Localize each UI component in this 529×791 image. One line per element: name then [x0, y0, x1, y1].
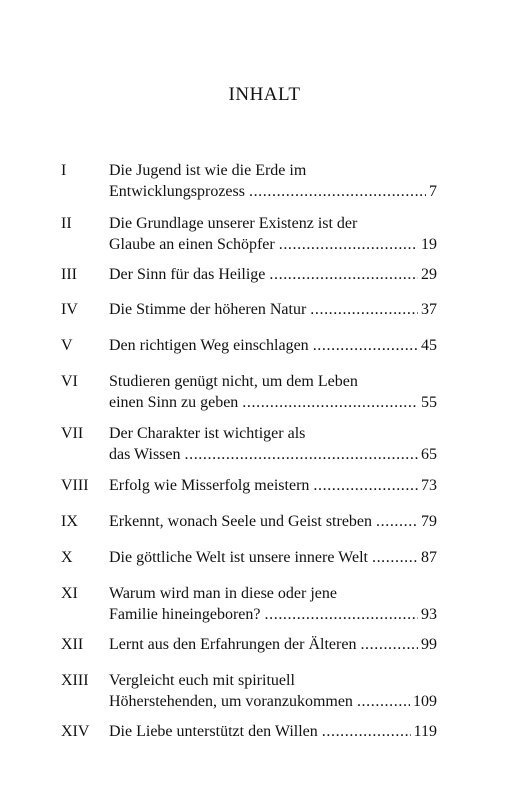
toc-chapter-text [109, 583, 437, 625]
dot-leader [376, 511, 418, 532]
toc-title-text: Lernt aus den Erfahrungen der Älteren [109, 636, 357, 653]
toc-page-number: 93 [421, 606, 437, 623]
toc-title-line [109, 583, 437, 604]
toc-title-text: Die Stimme der höheren Natur [109, 301, 307, 318]
toc-page-number: 7 [429, 183, 437, 200]
toc-entry [61, 721, 437, 742]
toc-entry [61, 213, 437, 255]
toc-chapter-number: XI [61, 585, 78, 602]
toc-title-line [109, 234, 437, 255]
toc-title-line [109, 670, 437, 691]
toc-chapter-text [109, 335, 437, 356]
toc-page-number: 109 [413, 693, 437, 710]
dot-leader [265, 604, 418, 625]
toc-entry [61, 547, 437, 568]
dot-leader [313, 335, 418, 356]
toc-title-line [109, 213, 437, 234]
toc-title-line [109, 547, 437, 568]
toc-chapter-text [109, 634, 437, 655]
toc-title-text: Entwicklungsprozess [109, 183, 245, 200]
toc-title-line [109, 371, 437, 392]
toc-entry [61, 511, 437, 532]
toc-chapter-text [109, 547, 437, 568]
toc-title-line [109, 392, 437, 413]
toc-chapter-text [109, 670, 437, 712]
toc-entry [61, 634, 437, 655]
toc-title-line [109, 691, 437, 712]
toc-entry [61, 160, 437, 202]
toc-entry [61, 583, 437, 625]
toc-entry [61, 335, 437, 356]
toc-page-number: 37 [421, 301, 437, 318]
toc-chapter-number: VII [61, 425, 84, 442]
toc-chapter-number: I [61, 162, 67, 179]
toc-title-text: Die Liebe unterstützt den Willen [109, 723, 318, 740]
toc-chapter-number: XII [61, 636, 84, 653]
toc-page-number: 73 [421, 477, 437, 494]
toc-title-line [109, 423, 437, 444]
dot-leader [269, 264, 418, 285]
toc-title-text: Studieren genügt nicht, um dem Leben [109, 373, 358, 390]
toc-chapter-text [109, 160, 437, 202]
toc-entry [61, 264, 437, 285]
dot-leader [322, 721, 411, 742]
toc-page-number: 99 [421, 636, 437, 653]
dot-leader [249, 181, 426, 202]
dot-leader [360, 634, 418, 655]
toc-chapter-number: XIII [61, 672, 89, 689]
dot-leader [310, 299, 418, 320]
toc-title-line [109, 264, 437, 285]
toc-title-line [109, 160, 437, 181]
toc-chapter-number: VIII [61, 477, 89, 494]
toc-chapter-number: IV [61, 301, 78, 318]
toc-chapter-number: IX [61, 513, 78, 530]
toc-title-text: das Wissen [109, 446, 181, 463]
page-title: INHALT [228, 84, 301, 105]
toc-chapter-number: XIV [61, 723, 90, 740]
toc-page-number: 29 [421, 266, 437, 283]
dot-leader [313, 475, 418, 496]
toc-title-text: Vergleicht euch mit spirituell [109, 672, 295, 689]
toc-chapter-number: II [61, 215, 72, 232]
toc-entry [61, 475, 437, 496]
toc-title-text: Die Grundlage unserer Existenz ist der [109, 215, 358, 232]
toc-chapter-text [109, 299, 437, 320]
toc-title-text: Den richtigen Weg einschlagen [109, 337, 309, 354]
toc-page-number: 79 [421, 513, 437, 530]
dot-leader [242, 392, 418, 413]
toc-title-text: Die göttliche Welt ist unsere innere Welt [109, 549, 368, 566]
toc-chapter-text [109, 264, 437, 285]
toc-title-text: Erkennt, wonach Seele und Geist streben [109, 513, 373, 530]
toc-page-number: 87 [421, 549, 437, 566]
toc-page-number: 55 [421, 394, 437, 411]
toc-title-text: einen Sinn zu geben [109, 394, 239, 411]
toc-page-number: 19 [421, 236, 437, 253]
toc-title-line [109, 299, 437, 320]
toc-title-line [109, 444, 437, 465]
toc-chapter-number: VI [61, 373, 78, 390]
table-of-contents [61, 160, 437, 742]
toc-chapter-text [109, 721, 437, 742]
toc-title-text: Die Jugend ist wie die Erde im [109, 162, 307, 179]
dot-leader [279, 234, 418, 255]
toc-title-line [109, 335, 437, 356]
toc-chapter-text [109, 371, 437, 413]
toc-page-number: 119 [413, 723, 437, 740]
toc-entry [61, 670, 437, 712]
toc-chapter-number: III [61, 266, 77, 283]
toc-entry [61, 299, 437, 320]
toc-title-line [109, 181, 437, 202]
toc-title-line [109, 511, 437, 532]
toc-chapter-number: X [61, 549, 73, 566]
toc-entry [61, 423, 437, 465]
toc-title-text: Der Charakter ist wichtiger als [109, 425, 306, 442]
dot-leader [357, 691, 410, 712]
toc-title-line [109, 475, 437, 496]
toc-title-text: Familie hineingeboren? [109, 606, 261, 623]
toc-chapter-text [109, 475, 437, 496]
toc-chapter-text [109, 423, 437, 465]
toc-title-line [109, 721, 437, 742]
toc-title-text: Höherstehenden, um voranzukommen [109, 693, 353, 710]
toc-title-line [109, 634, 437, 655]
dot-leader [372, 547, 418, 568]
toc-title-line [109, 604, 437, 625]
toc-page-number: 65 [421, 446, 437, 463]
toc-entry [61, 371, 437, 413]
toc-title-text: Erfolg wie Misserfolg meistern [109, 477, 310, 494]
toc-title-text: Warum wird man in diese oder jene [109, 585, 337, 602]
toc-title-text: Der Sinn für das Heilige [109, 266, 266, 283]
dot-leader [185, 444, 419, 465]
toc-title-text: Glaube an einen Schöpfer [109, 236, 275, 253]
toc-chapter-text [109, 511, 437, 532]
toc-page-number: 45 [421, 337, 437, 354]
toc-chapter-number: V [61, 337, 73, 354]
toc-chapter-text [109, 213, 437, 255]
